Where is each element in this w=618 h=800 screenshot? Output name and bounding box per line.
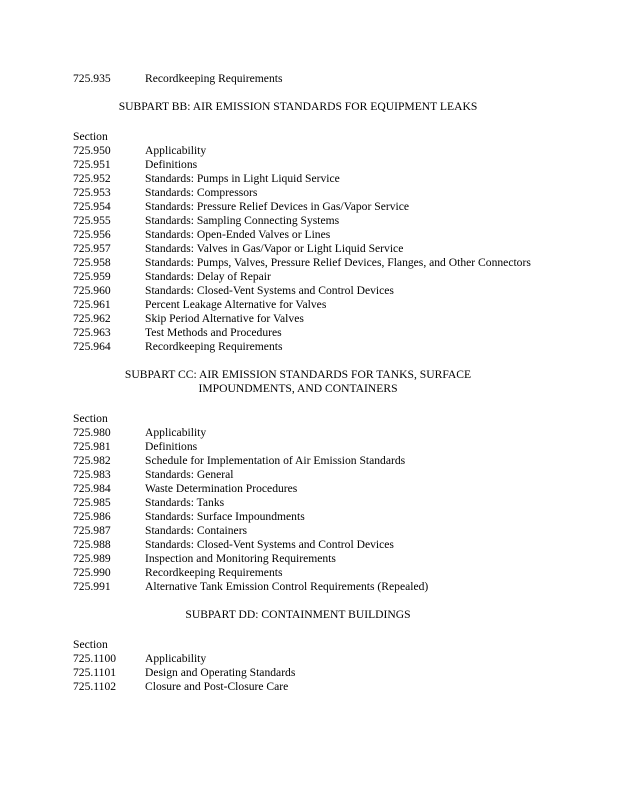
section-title: Standards: Delay of Repair xyxy=(145,270,271,283)
section-title: Applicability xyxy=(145,652,207,665)
toc-entry xyxy=(73,200,543,214)
toc-entry xyxy=(73,284,543,298)
section-number: 725.985 xyxy=(73,496,111,509)
toc-entry xyxy=(73,256,543,270)
toc-list xyxy=(73,426,543,594)
section-title: Closure and Post-Closure Care xyxy=(145,680,289,693)
section-title: Definitions xyxy=(145,158,198,171)
section-number: 725.984 xyxy=(73,482,111,495)
section-number: 725.957 xyxy=(73,242,111,255)
section-number: 725.991 xyxy=(73,580,111,593)
section-title: Standards: Closed-Vent Systems and Control Devices xyxy=(145,284,394,297)
toc-entry xyxy=(73,426,543,440)
section-title: Design and Operating Standards xyxy=(145,666,296,679)
toc-entry xyxy=(73,580,543,594)
toc-entry xyxy=(73,326,543,340)
subpart-heading xyxy=(53,608,543,622)
toc-entry xyxy=(73,524,543,538)
section-number: 725.960 xyxy=(73,284,111,297)
section-title: Recordkeeping Requirements xyxy=(145,340,283,353)
section-number: 725.954 xyxy=(73,200,111,213)
toc-entry xyxy=(73,340,543,354)
section-title: Percent Leakage Alternative for Valves xyxy=(145,298,327,311)
toc-entry xyxy=(73,312,543,326)
section-number: 725.953 xyxy=(73,186,111,199)
section-title: Inspection and Monitoring Requirements xyxy=(145,552,336,565)
section-title: Waste Determination Procedures xyxy=(145,482,298,495)
toc-entry xyxy=(73,228,543,242)
toc-entry xyxy=(73,468,543,482)
section-number: 725.1101 xyxy=(73,666,117,679)
subpart-heading xyxy=(53,368,543,396)
toc-entry xyxy=(73,298,543,312)
section-number: 725.935 xyxy=(73,72,111,85)
section-number: 725.955 xyxy=(73,214,111,227)
toc-entry xyxy=(73,652,543,666)
subpart-heading-line: SUBPART DD: CONTAINMENT BUILDINGS xyxy=(185,608,411,621)
section-title: Recordkeeping Requirements xyxy=(145,72,283,85)
section-title: Schedule for Implementation of Air Emission Standards xyxy=(145,454,406,467)
toc-entry xyxy=(73,242,543,256)
section-number: 725.950 xyxy=(73,144,111,157)
section-number: 725.951 xyxy=(73,158,111,171)
toc-entry xyxy=(73,680,543,694)
toc-entry xyxy=(73,454,543,468)
toc-entry xyxy=(73,186,543,200)
toc-entry xyxy=(73,510,543,524)
section-title: Recordkeeping Requirements xyxy=(145,566,283,579)
toc-list xyxy=(73,652,543,694)
toc-entry xyxy=(73,72,543,86)
toc-entry xyxy=(73,440,543,454)
section-title: Alternative Tank Emission Control Requirements (Repealed) xyxy=(145,580,429,593)
subpart-heading-line: SUBPART BB: AIR EMISSION STANDARDS FOR EQUIPMENT LEAKS xyxy=(118,100,478,113)
section-number: 725.986 xyxy=(73,510,111,523)
subpart-heading xyxy=(53,100,543,114)
section-number: 725.1102 xyxy=(73,680,117,693)
toc-list xyxy=(73,144,543,354)
toc-entry xyxy=(73,214,543,228)
section-number: 725.963 xyxy=(73,326,111,339)
toc-entry xyxy=(73,566,543,580)
section-title: Standards: Pressure Relief Devices in Gas/Vapor Service xyxy=(145,200,410,213)
section-number: 725.981 xyxy=(73,440,111,453)
section-number: 725.983 xyxy=(73,468,111,481)
section-number: 725.964 xyxy=(73,340,111,353)
section-title: Skip Period Alternative for Valves xyxy=(145,312,304,325)
section-column-label: Section xyxy=(73,638,108,651)
section-column-label: Section xyxy=(73,130,108,143)
section-title: Standards: Containers xyxy=(145,524,248,537)
toc-entry xyxy=(73,666,543,680)
section-title: Standards: Closed-Vent Systems and Control Devices xyxy=(145,538,394,551)
section-number: 725.989 xyxy=(73,552,111,565)
section-title: Applicability xyxy=(145,426,207,439)
toc-entry xyxy=(73,270,543,284)
subpart-dd xyxy=(73,608,543,694)
section-title: Standards: Tanks xyxy=(145,496,225,509)
section-title: Test Methods and Procedures xyxy=(145,326,282,339)
section-title: Standards: Sampling Connecting Systems xyxy=(145,214,340,227)
subpart-bb xyxy=(73,100,543,354)
section-number: 725.961 xyxy=(73,298,111,311)
section-title: Standards: General xyxy=(145,468,234,481)
section-title: Standards: Pumps, Valves, Pressure Relief Devices, Flanges, and Other Connectors xyxy=(145,256,531,269)
toc-entry xyxy=(73,538,543,552)
section-number: 725.982 xyxy=(73,454,111,467)
subpart-heading-line: SUBPART CC: AIR EMISSION STANDARDS FOR TANKS, SURFACE xyxy=(124,368,472,381)
section-number: 725.962 xyxy=(73,312,111,325)
toc-entry xyxy=(73,144,543,158)
section-title: Definitions xyxy=(145,440,198,453)
section-title: Standards: Open-Ended Valves or Lines xyxy=(145,228,331,241)
section-number: 725.1100 xyxy=(73,652,117,665)
section-number: 725.987 xyxy=(73,524,111,537)
section-number: 725.956 xyxy=(73,228,111,241)
toc-entry xyxy=(73,158,543,172)
section-number: 725.952 xyxy=(73,172,111,185)
toc-entry xyxy=(73,496,543,510)
section-title: Standards: Compressors xyxy=(145,186,258,199)
subpart-heading-line: IMPOUNDMENTS, AND CONTAINERS xyxy=(198,382,398,395)
toc-entry xyxy=(73,552,543,566)
section-number: 725.958 xyxy=(73,256,111,269)
section-title: Standards: Valves in Gas/Vapor or Light Liquid Service xyxy=(145,242,404,255)
section-column-label: Section xyxy=(73,412,108,425)
section-title: Standards: Surface Impoundments xyxy=(145,510,305,523)
toc-entry xyxy=(73,172,543,186)
section-number: 725.988 xyxy=(73,538,111,551)
section-number: 725.990 xyxy=(73,566,111,579)
document-page xyxy=(73,72,543,694)
toc-entry xyxy=(73,482,543,496)
section-title: Applicability xyxy=(145,144,207,157)
section-title: Standards: Pumps in Light Liquid Service xyxy=(145,172,340,185)
subpart-cc xyxy=(73,368,543,594)
section-number: 725.980 xyxy=(73,426,111,439)
section-number: 725.959 xyxy=(73,270,111,283)
